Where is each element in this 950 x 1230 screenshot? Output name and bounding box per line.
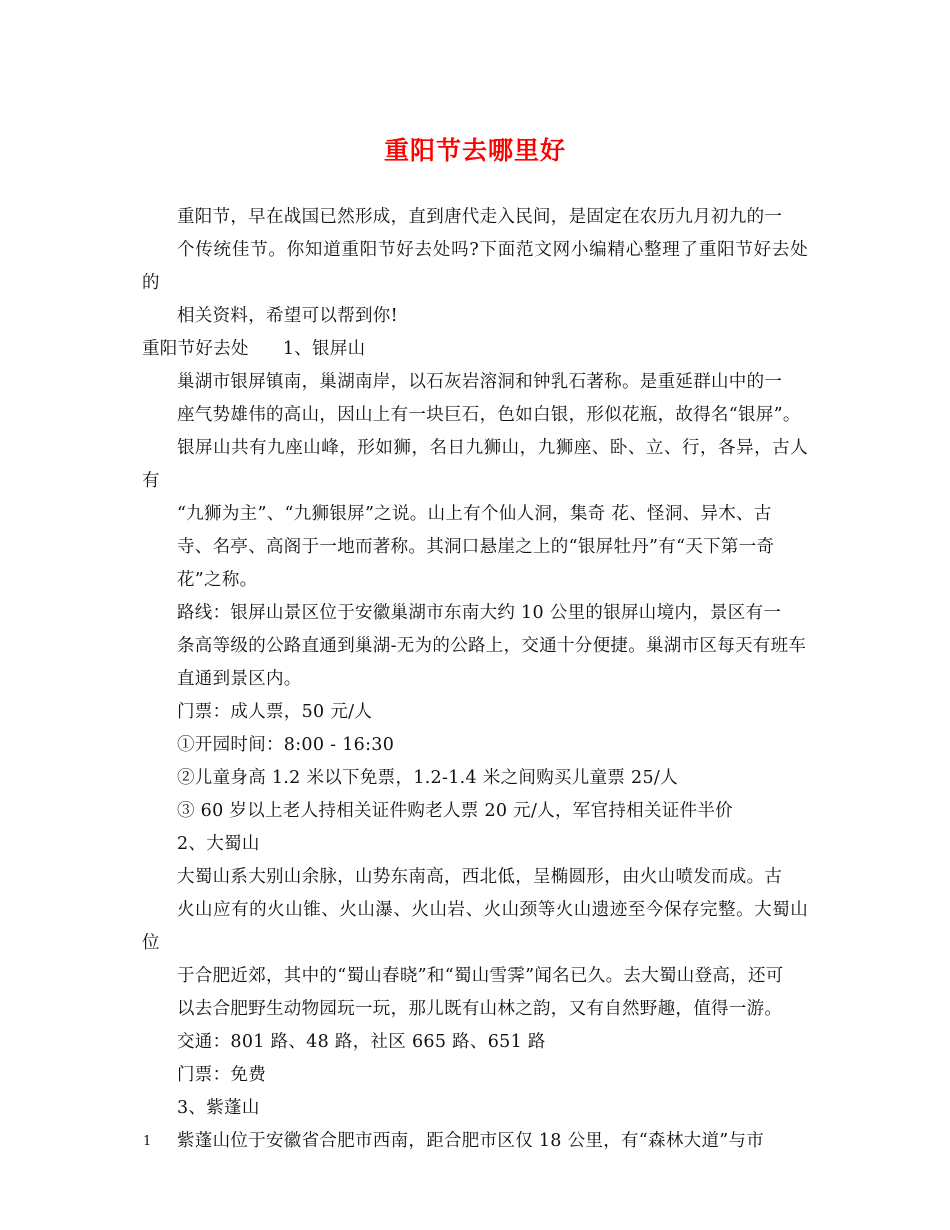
text-line: 寺、名亭、高阁于一地而著称。其洞口悬崖之上的“银屏牡丹”有“天下第一奇 — [177, 537, 775, 557]
page-number: 1 — [143, 1134, 152, 1149]
text-line: “九狮为主”、“九狮银屏”之说。山上有个仙人洞，集奇 花、怪洞、异木、古 — [177, 504, 772, 524]
text-line: 相关资料，希望可以帮到你! — [177, 306, 398, 326]
text-line: 于合肥近郊，其中的“蜀山春晓”和“蜀山雪霁”闻名已久。去大蜀山登高，还可 — [177, 966, 784, 986]
section-1-child-ticket: ②儿童身高 1.2 米以下免票，1.2-1.4 米之间购买儿童票 25/人 — [177, 768, 678, 788]
section-2-ticket: 门票：免费 — [177, 1065, 266, 1085]
section-1-heading: 1、银屏山 — [282, 339, 366, 359]
text-line: 条高等级的公路直通到巢湖-无为的公路上，交通十分便捷。巢湖市区每天有班车 — [177, 636, 807, 656]
section-2-heading: 2、大蜀山 — [177, 834, 260, 854]
text-line: 以去合肥野生动物园玩一玩，那儿既有山林之韵，又有自然野趣，值得一游。 — [177, 999, 783, 1019]
section-label: 重阳节好去处 — [142, 339, 249, 359]
text-line: 路线：银屏山景区位于安徽巢湖市东南大约 10 公里的银屏山境内，景区有一 — [177, 603, 782, 623]
section-2-description — [142, 861, 808, 1026]
section-1-hours: ①开园时间：8:00 - 16:30 — [177, 735, 395, 755]
section-3-heading: 3、紫蓬山 — [177, 1098, 260, 1118]
section-1-senior-ticket: ③ 60 岁以上老人持相关证件购老人票 20 元/人，军官持相关证件半价 — [177, 801, 733, 821]
document-body — [142, 201, 808, 1158]
section-1-description — [142, 366, 808, 597]
text-line: 银屏山共有九座山峰，形如狮，名日九狮山，九狮座、卧、立、行，各异，古人有 — [142, 438, 808, 491]
text-line: 巢湖市银屏镇南，巢湖南岸，以石灰岩溶洞和钟乳石著称。是重延群山中的一 — [177, 372, 783, 392]
text-line: 个传统佳节。你知道重阳节好去处吗?下面范文网小编精心整理了重阳节好去处的 — [142, 240, 808, 293]
text-line: 座气势雄伟的高山，因山上有一块巨石，色如白银，形似花瓶，故得名“银屏”。 — [177, 405, 801, 425]
text-line: 重阳节，早在战国已然形成，直到唐代走入民间，是固定在农历九月初九的一 — [177, 207, 783, 227]
section-1-ticket: 门票：成人票，50 元/人 — [177, 702, 373, 722]
intro-paragraph — [142, 201, 808, 333]
section-2-transport: 交通：801 路、48 路，社区 665 路、651 路 — [177, 1032, 546, 1052]
text-line: 花”之称。 — [177, 570, 258, 590]
document-title: 重阳节去哪里好 — [383, 136, 566, 165]
text-line: 直通到景区内。 — [177, 669, 302, 689]
section-3-description: 紫蓬山位于安徽省合肥市西南，距合肥市区仅 18 公里，有“森林大道”与市 — [177, 1131, 765, 1151]
text-line: 大蜀山系大别山余脉，山势东南高，西北低，呈椭圆形，由火山喷发而成。古 — [177, 867, 783, 887]
section-1-route — [142, 597, 808, 696]
text-line: 火山应有的火山锥、火山瀑、火山岩、火山颈等火山遗迹至今保存完整。大蜀山位 — [142, 900, 808, 953]
section-heading-row — [142, 333, 808, 366]
